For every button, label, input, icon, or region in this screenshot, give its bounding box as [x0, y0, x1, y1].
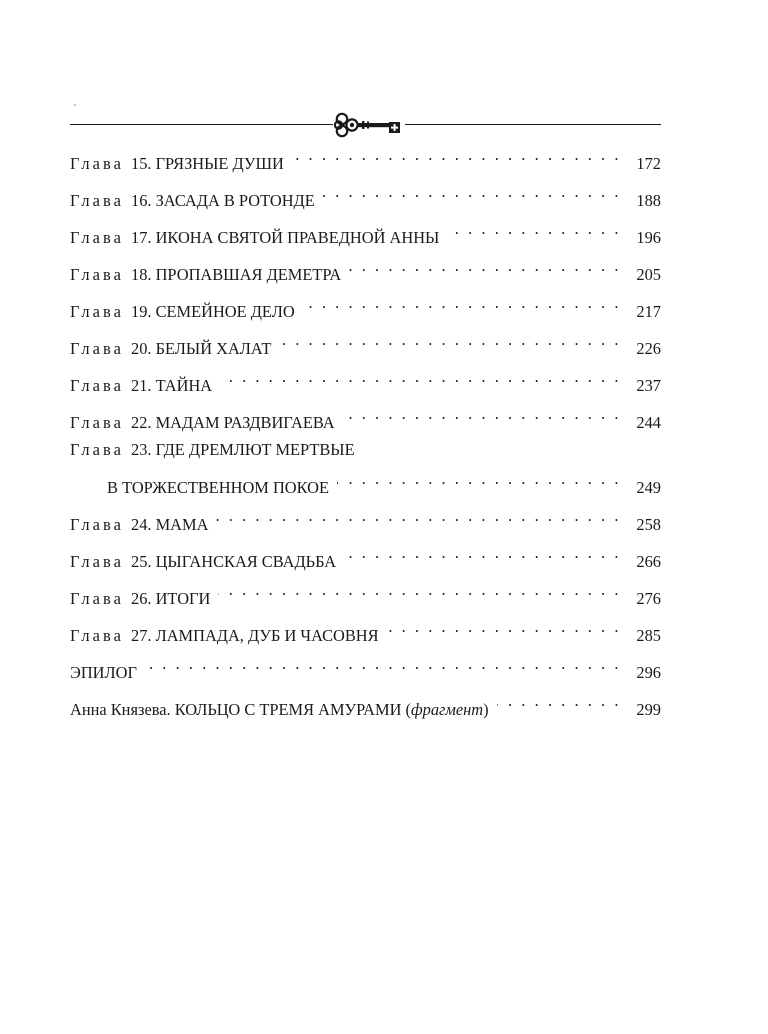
page-number: 299	[636, 700, 661, 719]
page-number: 172	[636, 154, 661, 173]
chapter-title: 23. ГДЕ ДРЕМЛЮТ МЕРТВЫЕ	[131, 440, 355, 459]
chapter-title: 21. ТАЙНА	[131, 376, 213, 395]
chapter-prefix: Глава	[70, 515, 124, 534]
page-number: 244	[636, 413, 661, 432]
chapter-prefix: Глава	[70, 626, 124, 645]
toc-entry-chapter-17[interactable]	[70, 215, 661, 247]
page-number: 196	[636, 228, 661, 247]
chapter-title: 26. ИТОГИ	[131, 589, 211, 608]
chapter-title: 19. СЕМЕЙНОЕ ДЕЛО	[131, 302, 295, 321]
chapter-title: 27. ЛАМПАДА, ДУБ И ЧАСОВНЯ	[131, 626, 379, 645]
toc-entry-chapter-25[interactable]	[70, 539, 661, 571]
toc-entry-chapter-21[interactable]	[70, 363, 661, 395]
epilogue-title: ЭПИЛОГ	[70, 663, 137, 682]
dot-leader	[145, 650, 621, 678]
toc-entry-chapter-18[interactable]	[70, 252, 661, 284]
dot-leader	[344, 539, 621, 567]
dot-leader	[447, 215, 621, 243]
table-of-contents	[70, 141, 661, 719]
chapter-prefix: Глава	[70, 302, 124, 321]
chapter-title: 22. МАДАМ РАЗДВИГАЕВА	[131, 413, 335, 432]
toc-entry-chapter-19[interactable]	[70, 289, 661, 321]
toc-entry-chapter-26[interactable]	[70, 576, 661, 608]
chapter-prefix: Глава	[70, 552, 124, 571]
toc-entry-chapter-27[interactable]	[70, 613, 661, 645]
chapter-title: 18. ПРОПАВШАЯ ДЕМЕТРА	[131, 265, 342, 284]
toc-entry-epilogue[interactable]	[70, 650, 661, 682]
toc-entry-fragment[interactable]	[70, 687, 661, 719]
dot-leader	[216, 502, 621, 530]
chapter-title-continuation: В ТОРЖЕСТВЕННОМ ПОКОЕ	[107, 478, 330, 497]
fragment-title	[70, 696, 489, 724]
dot-leader	[349, 252, 621, 280]
page-speck	[74, 104, 76, 106]
toc-entry-chapter-22[interactable]	[70, 400, 661, 432]
fragment-title-main: Анна Князева. КОЛЬЦО С ТРЕМЯ АМУРАМИ (	[70, 700, 411, 719]
page-number: 217	[636, 302, 661, 321]
toc-entry-chapter-20[interactable]	[70, 326, 661, 358]
chapter-prefix: Глава	[70, 440, 124, 459]
page-number: 188	[636, 191, 661, 210]
fragment-label: фрагмент	[410, 700, 484, 719]
dot-leader	[279, 326, 621, 354]
chapter-prefix: Глава	[70, 265, 124, 284]
page-number: 226	[636, 339, 661, 358]
page-number: 237	[636, 376, 661, 395]
toc-entry-chapter-23[interactable]	[70, 435, 661, 497]
page-number: 296	[636, 663, 661, 682]
chapter-prefix: Глава	[70, 413, 124, 432]
page-number: 249	[636, 478, 661, 497]
dot-leader	[387, 613, 621, 641]
chapter-title: 20. БЕЛЫЙ ХАЛАТ	[131, 339, 272, 358]
chapter-prefix: Глава	[70, 589, 124, 608]
chapter-prefix: Глава	[70, 191, 124, 210]
dot-leader	[337, 465, 621, 493]
dot-leader	[303, 289, 621, 317]
page-number: 266	[636, 552, 661, 571]
toc-entry-chapter-16[interactable]	[70, 178, 661, 210]
chapter-prefix: Глава	[70, 376, 124, 395]
dot-leader	[220, 363, 621, 391]
chapter-title: 25. ЦЫГАНСКАЯ СВАДЬБА	[131, 552, 337, 571]
chapter-title: 16. ЗАСАДА В РОТОНДЕ	[131, 191, 315, 210]
dot-leader	[497, 687, 621, 715]
chapter-prefix: Глава	[70, 339, 124, 358]
toc-entry-chapter-15[interactable]	[70, 141, 661, 173]
page-number: 205	[636, 265, 661, 284]
dot-leader	[218, 576, 621, 604]
toc-entry-chapter-24[interactable]	[70, 502, 661, 534]
skeleton-key-icon	[333, 110, 405, 140]
dot-leader	[292, 141, 621, 169]
chapter-title: 15. ГРЯЗНЫЕ ДУШИ	[131, 154, 284, 173]
chapter-title: 24. МАМА	[131, 515, 209, 534]
chapter-title: 17. ИКОНА СВЯТОЙ ПРАВЕДНОЙ АННЫ	[131, 228, 440, 247]
page-number: 285	[636, 626, 661, 645]
page-number: 276	[636, 589, 661, 608]
page-number: 258	[636, 515, 661, 534]
dot-leader	[323, 178, 621, 206]
fragment-title-close: )	[483, 700, 489, 719]
dot-leader	[343, 400, 621, 428]
chapter-prefix: Глава	[70, 228, 124, 247]
chapter-prefix: Глава	[70, 154, 124, 173]
